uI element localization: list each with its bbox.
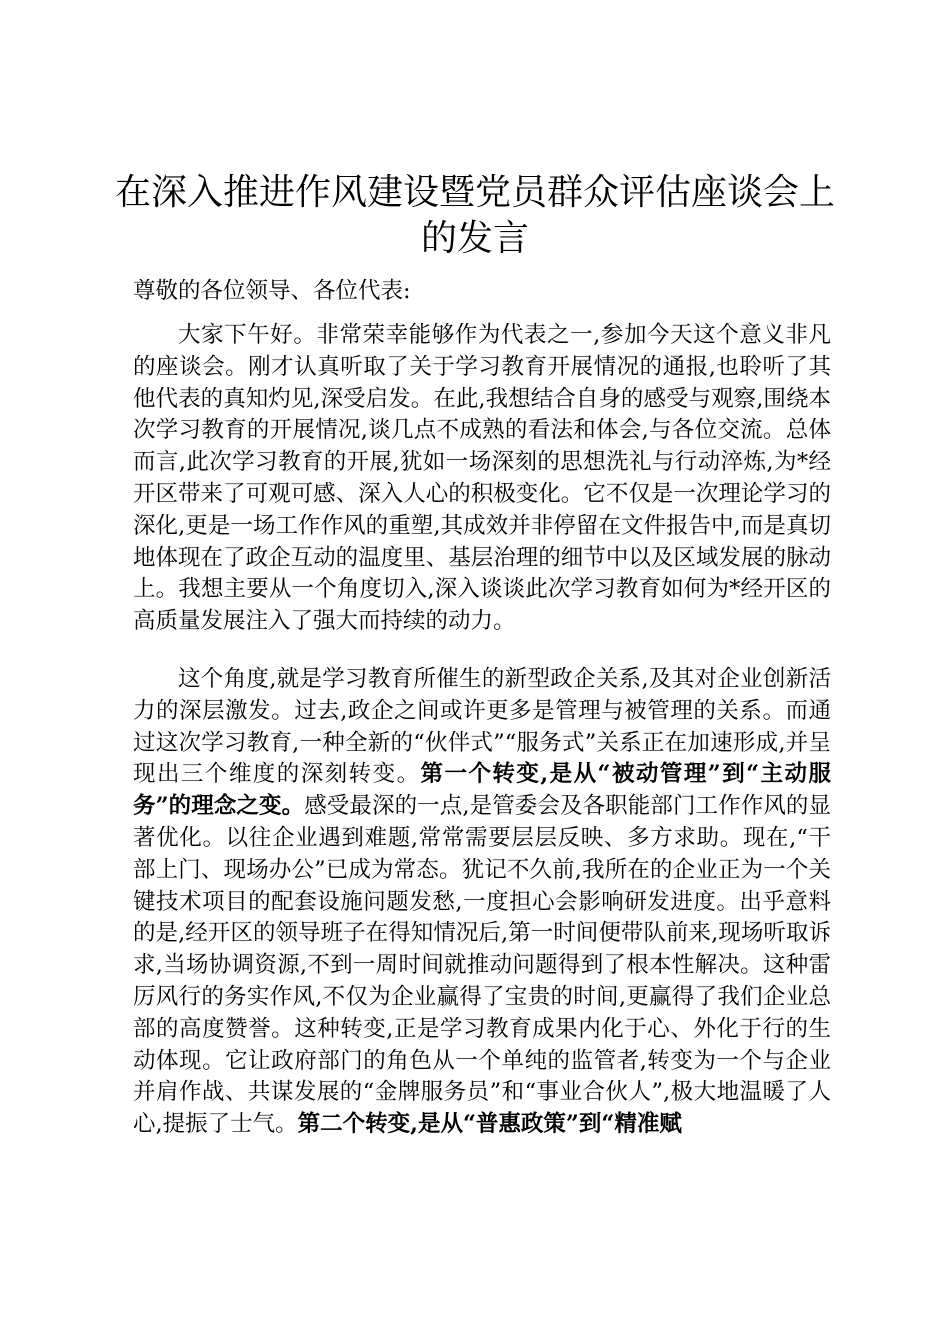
second-transformation-heading: 第二个转变,是从“普惠政策”到“精准赋 <box>297 1111 682 1138</box>
document-title: 在深入推进作风建设暨党员群众评估座谈会上的发言 <box>114 172 835 259</box>
first-transformation-heading: 第一个转变,是从“被动管理”到“主动服务”的理念之变。 <box>133 761 831 820</box>
paragraph-transformations <box>133 664 831 1141</box>
paragraph-intro-text: 这个角度,就是学习教育所催生的新型政企关系,及其对企业创新活力的深层激发。过去,政企之间或许更多是管理与被管理的关系。而通过这次学习教育,一种全新的“伙伴式”“服务式”关系正在加速形成,并呈现出三个维度的深刻转变。 <box>133 666 831 788</box>
salutation: 尊敬的各位领导、各位代表: <box>133 278 411 304</box>
first-transformation-text: 感受最深的一点,是管委会及各职能部门工作作风的显著优化。以往企业遇到难题,常常需要层层反映、多方求助。现在,“干部上门、现场办公”已成为常态。犹记不久前,我所在的企业正为一个关键技术项目的配套设施问题发愁,一度担心会影响研发进度。出乎意料的是,经开区的领导班子在得知情况后,第一时间便带队前来,现场听取诉求,当场协调资源,不到一周时间就推动问题得到了根本性解决。这种雷厉风行的务实作风,不仅为企业赢得了宝贵的时间,更赢得了我们企业总部的高度赞誉。这种转变,正是学习教育成果内化于心、外化于行的生动体现。它让政府部门的角色从一个单纯的监管者,转变为一个与企业并肩作战、共谋发展的“金牌服务员”和“事业合伙人”,极大地温暖了人心,提振了士气。 <box>133 793 832 1138</box>
paragraph-opening: 大家下午好。非常荣幸能够作为代表之一,参加今天这个意义非凡的座谈会。刚才认真听取了关于学习教育开展情况的通报,也聆听了其他代表的真知灼见,深受启发。在此,我想结合自身的感受与观察,围绕本次学习教育的开展情况,谈几点不成熟的看法和体会,与各位交流。总体而言,此次学习教育的开展,犹如一场深刻的思想洗礼与行动淬炼,为*经开区带来了可观可感、深入人心的积极变化。它不仅是一次理论学习的深化,更是一场工作作风的重塑,其成效并非停留在文件报告中,而是真切地体现在了政企互动的温度里、基层治理的细节中以及区域发展的脉动上。我想主要从一个角度切入,深入谈谈此次学习教育如何为*经开区的高质量发展注入了强大而持续的动力。 <box>133 322 831 635</box>
